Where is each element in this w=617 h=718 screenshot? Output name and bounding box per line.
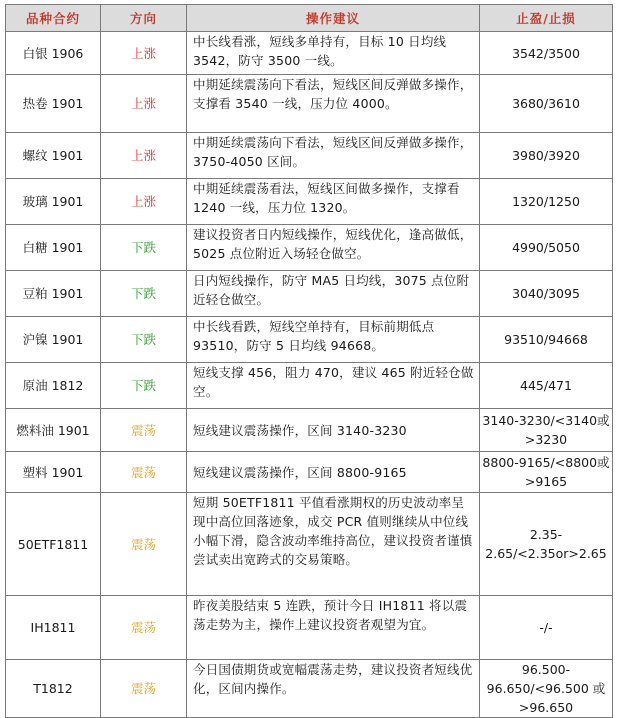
header-row — [6, 5, 613, 32]
advice-cell: 中长线看涨，短线多单持有，目标 10 日均线 3542，防守 3500 一线。 — [187, 32, 480, 75]
stop-cell: 3980/3920 — [480, 133, 613, 179]
table-row — [6, 317, 613, 363]
advice-cell: 短期 50ETF1811 平值看涨期权的历史波动率呈现中高位回落迹象，成交 PCR 值则继续从中位线小幅下滑，隐含波动率维持高位，建议投资者谨慎尝试卖出宽跨式的交易策略。 — [187, 493, 480, 596]
advice-cell: 建议投资者日内短线操作，短线优化，逢高做低，5025 点位附近入场轻仓做空。 — [187, 225, 480, 271]
table-row — [6, 493, 613, 596]
direction-cell: 震荡 — [101, 452, 187, 493]
table-row — [6, 409, 613, 452]
contract-cell: 原油 1812 — [6, 363, 101, 409]
advice-cell: 短线支撑 456，阻力 470，建议 465 附近轻仓做空。 — [187, 363, 480, 409]
direction-cell: 上涨 — [101, 75, 187, 133]
advice-cell: 今日国债期货或宽幅震荡走势，建议投资者短线优化，区间内操作。 — [187, 660, 480, 718]
advice-cell: 短线建议震荡操作，区间 8800-9165 — [187, 452, 480, 493]
contract-cell: 白糖 1901 — [6, 225, 101, 271]
table-row — [6, 225, 613, 271]
stop-cell: 3680/3610 — [480, 75, 613, 133]
table-row — [6, 75, 613, 133]
direction-cell: 震荡 — [101, 660, 187, 718]
direction-cell: 上涨 — [101, 32, 187, 75]
direction-cell: 上涨 — [101, 133, 187, 179]
stop-cell: -/- — [480, 596, 613, 660]
table-row — [6, 596, 613, 660]
advice-cell: 中长线看跌，短线空单持有，目标前期低点 93510，防守 5 日均线 94668。 — [187, 317, 480, 363]
advice-cell: 中期延续震荡向下看法，短线区间反弹做多操作，支撑看 3540 一线，压力位 4000。 — [187, 75, 480, 133]
contract-cell: 玻璃 1901 — [6, 179, 101, 225]
advice-cell: 中期延续震荡看法，短线区间做多操作，支撑看 1240 一线，压力位 1320。 — [187, 179, 480, 225]
table-row — [6, 179, 613, 225]
table-row — [6, 133, 613, 179]
contract-cell: T1812 — [6, 660, 101, 718]
direction-cell: 下跌 — [101, 317, 187, 363]
contract-cell: 热卷 1901 — [6, 75, 101, 133]
advice-cell: 中期延续震荡向下看法，短线区间反弹做多操作， 3750-4050 区间。 — [187, 133, 480, 179]
advice-cell: 短线建议震荡操作，区间 3140-3230 — [187, 409, 480, 452]
stop-cell: 8800-9165/<8800或>9165 — [480, 452, 613, 493]
direction-cell: 震荡 — [101, 409, 187, 452]
contract-cell: IH1811 — [6, 596, 101, 660]
direction-cell: 下跌 — [101, 271, 187, 317]
contract-cell: 沪镍 1901 — [6, 317, 101, 363]
direction-cell: 上涨 — [101, 179, 187, 225]
stop-cell: 445/471 — [480, 363, 613, 409]
contract-cell: 豆粕 1901 — [6, 271, 101, 317]
direction-cell: 震荡 — [101, 596, 187, 660]
contract-cell: 燃料油 1901 — [6, 409, 101, 452]
strategy-table — [5, 4, 613, 718]
stop-cell: 3542/3500 — [480, 32, 613, 75]
contract-cell: 塑料 1901 — [6, 452, 101, 493]
stop-cell: 3140-3230/<3140或>3230 — [480, 409, 613, 452]
table-row — [6, 363, 613, 409]
table-row — [6, 271, 613, 317]
table-row — [6, 660, 613, 718]
stop-cell: 4990/5050 — [480, 225, 613, 271]
advice-cell: 昨夜美股结束 5 连跌，预计今日 IH1811 将以震荡走势为主，操作上建议投资者观望为宜。 — [187, 596, 480, 660]
table-row — [6, 32, 613, 75]
advice-cell: 日内短线操作，防守 MA5 日均线，3075 点位附近轻仓做空。 — [187, 271, 480, 317]
header-contract: 品种合约 — [6, 5, 101, 32]
stop-cell: 96.500-96.650/<96.500 或>96.650 — [480, 660, 613, 718]
stop-cell: 3040/3095 — [480, 271, 613, 317]
direction-cell: 下跌 — [101, 363, 187, 409]
header-advice: 操作建议 — [187, 5, 480, 32]
header-direction: 方向 — [101, 5, 187, 32]
direction-cell: 下跌 — [101, 225, 187, 271]
header-stop: 止盈/止损 — [480, 5, 613, 32]
stop-cell: 1320/1250 — [480, 179, 613, 225]
direction-cell: 震荡 — [101, 493, 187, 596]
stop-cell: 2.35-2.65/<2.35or>2.65 — [480, 493, 613, 596]
table-row — [6, 452, 613, 493]
contract-cell: 50ETF1811 — [6, 493, 101, 596]
contract-cell: 白银 1906 — [6, 32, 101, 75]
stop-cell: 93510/94668 — [480, 317, 613, 363]
contract-cell: 螺纹 1901 — [6, 133, 101, 179]
